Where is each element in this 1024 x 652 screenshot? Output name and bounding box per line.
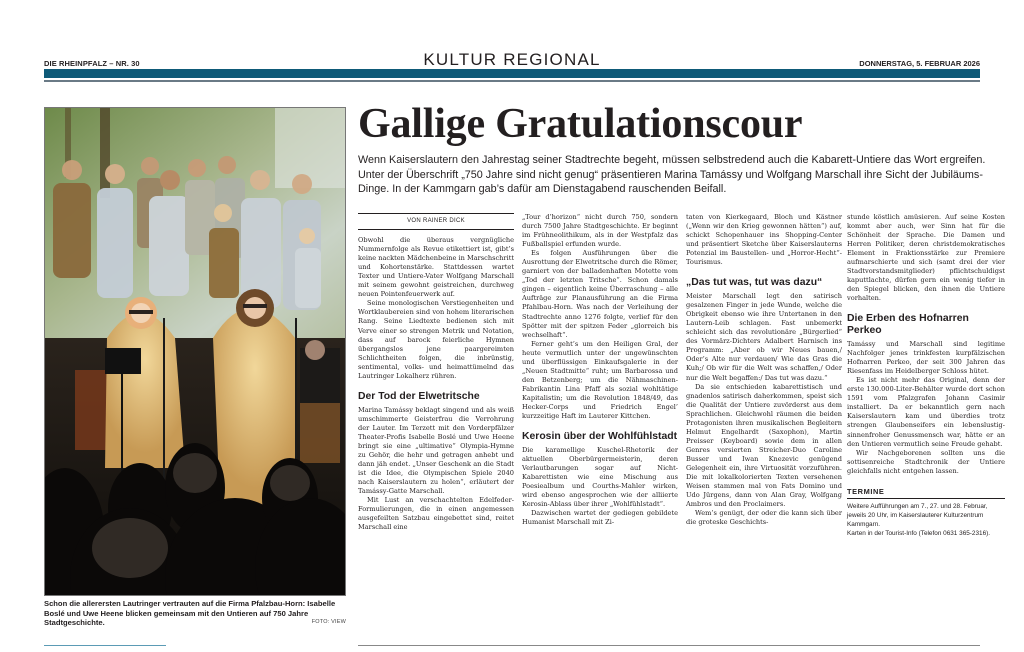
footer-rule-left: [44, 645, 166, 646]
article-lede: Wenn Kaiserslautern den Jahrestag seiner Stadtrechte begeht, müssen selbstredend auch die Kabarett-Untiere das Wort ergreifen. Unter der Überschrift „750 Jahre sind nicht genug“ präsentieren Marina Tamássy und Wolfgang Marschall ihre Sicht der Jubiläums-Dinge. In der Kammgarn gab’s dafür am Dienstagabend rauschenden Beifall.: [358, 154, 986, 196]
paragraph: Seine monologischen Verstiegenheiten und Wortklaubereien sind von hohem literarischen Rang. Seine Liedtexte bedienen sich mit Verve einer so strengen Metrik und Notation, dass auf barock feierliche Hymnen übergangslos jene paargereimten Schlichtheiten folgen, die inbrünstig, sentimental, volks- und heimattümelnd das Lautringer Lokalherz rühren.: [358, 299, 514, 380]
photo-credit: FOTO: VIEW: [311, 619, 346, 626]
subheading: Der Tod der Elwetritsche: [358, 390, 480, 402]
paragraph: Tamássy und Marschall sind legitime Nachfolger jenes trinkfesten kurpfälzischen Hofnarren Perkeo, der seit 300 Jahren das Riesenfass im Heidelberger Schloss hütet.: [847, 340, 1005, 376]
paragraph: Meister Marschall legt den satirisch gesalzenen Finger in jede Wunde, welche die Obrigkeit ebenso wie ihre Untertanen in den Lautern-Leib schlagen. Fast unbemerkt schleicht sich das revolutionäre „Bürgerlied“ des Vormärz-Dichters Adalbert Harnisch ins Programm: „Aber ob wir Neues bauen,/ Oder’s Alte nur verdauen/ Wie das Gras die Kuh;/ Ob wir für die Welt was schaffen,/ Oder nur die Welt begaffen:/ Das tut was dazu.“: [686, 292, 842, 382]
paragraph: Marina Tamássy beklagt singend und als weiß umschimmerte Geisterfrau die Verrohrung der Lauter. Im Terzett mit den Vorderpfälzer Theater-Profis Isabelle Boslé und Uwe Heene bringt sie eine „ultimative“ Olympia-Hymne zu Gehör, die hehr und getragen anhebt und dann jäh endet. „Unser Geschenk an die Stadt ist die Idee, die Olympischen Spiele 2040 nach Kaiserslautern zu holen“, erläutert der Tamássy-Gatte Marschall.: [358, 405, 514, 496]
article-column-3: [686, 213, 842, 527]
paragraph: Obwohl die überaus vergnügliche Nummernfolge als Revue etikettiert ist, gibt’s keine nackten Mädchenbeine in Marschschritt und Kohortenstärke. Stattdessen wartet Texter und Untiere-Vater Wolfgang Marschall mit seinem gewohnt geistreichen, durchweg neuen Pointenfeuerwerk auf.: [358, 236, 514, 299]
paragraph: Da sie entschieden kabarettistisch und gnadenlos satirisch daherkommen, speist sich die Qualität der Untiere zuvörderst aus dem Sprachlichen. Gleichwohl räumen die beiden Protagonisten ihren musikalischen Begleitern Helmut Engelhardt (Saxophon), Martin Preisser (Keyboard) sowie dem in allen Genres versierten Streicher-Duo Caroline Busser und Iwan Knezevic genügend Gelegenheit ein, ihre Virtuosität vorzuführen. Die mit lokalkolorierten Texten versehenen Weisen stammen mal von Fats Domino und Udo Jürgens, dann von Alan Gray, Wolfgang Ambros und den Proclaimers.: [686, 382, 842, 509]
subheading: Kerosin über der Wohlfühlstadt: [522, 431, 678, 443]
caption-text: Schon die allerersten Lautringer vertrauten auf die Firma Pfalzbau-Horn: Isabelle Boslé und Uwe Heene blicken gemeinsam mit den Untieren auf 750 Jahre Stadtgeschichte.: [44, 599, 336, 628]
masthead-rule: [44, 80, 980, 82]
article-photo: [44, 107, 346, 596]
event-info-dates: Weitere Aufführungen am 7., 27. und 28. Februar, jeweils 20 Uhr, im Kaiserslauterer Kulturzentrum Kammgarn.: [847, 502, 988, 529]
article-headline: Gallige Gratulationscour: [358, 101, 803, 147]
article-column-2: [522, 213, 678, 527]
event-info-tickets: Karten in der Tourist-Info (Telefon 0631 365-2316).: [847, 530, 991, 538]
event-info-box: [847, 487, 1005, 539]
paragraph: Es folgen Ausführungen über die Ausrottung der Elwetritsche durch die Römer, garniert von der balladenhaften Motette vom „Tod der letzten Tritsche“. Schon damals gingen – eigentlich keine Überraschung – alle Aufträge zur Planausführung an die Firma Pfahlbau-Horn. Was nach der Verleihung der Stadtrechte anno 1276 folgte, verlief für den Spötter mit der spitzen Feder „glorreich bis wechselhaft“.: [522, 249, 678, 339]
photo-caption: [44, 599, 346, 628]
paragraph: Es ist nicht mehr das Original, denn der erste 130.000-Liter-Behälter wurde dort schon 1591 vom Pfalzgrafen Johann Casimir installiert. Da er bekanntlich gern nach Kaiserslautern kam und überdies trotz strengen Glaubenseifers ein lebenslustig-sinnenfroher Genussmensch war, hätte er an den Untieren vermutlich seine Freude gehabt.: [847, 376, 1005, 448]
paragraph: Mit Lust an verschachtelten Edelfeder-Formulierungen, die in einen angemessen ausgefeilten Satzbau eingebettet sind, reitet Marschall eine: [358, 496, 514, 532]
issue-date: DONNERSTAG, 5. FEBRUAR 2026: [859, 59, 980, 68]
event-info-heading: TERMINE: [847, 487, 1005, 499]
section-title: KULTUR REGIONAL: [423, 50, 601, 69]
article-column-4: [847, 213, 1005, 539]
paragraph: Wem’s genügt, der oder die kann sich über die groteske Geschichts-: [686, 509, 842, 527]
footer-rule: [358, 645, 980, 646]
masthead-accent-bar: [44, 69, 980, 78]
byline: VON RAINER DICK: [358, 213, 514, 230]
paragraph: Die karamellige Kuschel-Rhetorik der aktuellen Oberbürgermeisterin, deren Verlautbarungen sogar auf Nicht-Kabarettisten wie eine Mischung aus Poesiealbum und Courths-Mahler wirken, wird ebenso angesprochen wie der alliierte Kerosin-Ablass über ihrer „Wohlfühlstadt“.: [522, 445, 678, 509]
paragraph: taten von Kierkegaard, Bloch und Kästner („Wenn wir den Krieg gewonnen hätten“) auf, schickt Schopenhauer ins Shopping-Center und präsentiert Sketche über Kaiserslauterns Potenzial im Baustellen- und „Horror-Hecht“-Tourismus.: [686, 213, 842, 267]
paragraph: stunde köstlich amüsieren. Auf seine Kosten kommt aber auch, wer Sinn hat für die Schönheit der Sprache. Die Damen und Herren Politiker, deren christdemokratisches Element in Fraktionsstärke zur Premiere aufmarschierte und sich (samt drei der vier Stadtvorstandsmitglieder) pflichtschuldigst kaputtlachte, dürfen gern ein wenig tiefer in den Spiegel blicken, den ihnen die Untiere vorhalten.: [847, 213, 1005, 303]
subheading: „Das tut was, tut was dazu“: [686, 277, 823, 289]
paragraph: „Tour d’horizon“ nicht durch 750, sondern durch 7500 Jahre Stadtgeschichte. Er beginnt im Frühneolithikum, als in der Westpfalz das Fußballspiel erfunden wurde.: [522, 213, 678, 249]
article-column-1: [358, 213, 514, 532]
subheading: Die Erben des Hofnarren Perkeo: [847, 313, 969, 337]
paragraph: Wir Nachgeborenen sollten uns die sottisenreiche Stadtchronik der Untiere gleichfalls nicht entgehen lassen.: [847, 448, 1005, 475]
paragraph: Ferner geht’s um den Heiligen Gral, der heute vermutlich unter der ungewünschten und überflüssigen Einkaufsgalerie in der „Neuen Stadtmitte“ ruht; um Barbarossa und den Betzenberg; um die Nähmaschinen-Fabrikantin Lina Pfaff als sozial wohltätige Kapitalistin; um die Revolution 1848/49, das Hecker-Corps und Friedrich Engel’ kurzzeitige Haft im Lauterer Kittchen.: [522, 339, 678, 421]
publication-issue: DIE RHEINPFALZ – NR. 30: [44, 59, 140, 68]
paragraph: Dazwischen wartet der gediegen gebildete Humanist Marschall mit Zi-: [522, 509, 678, 527]
